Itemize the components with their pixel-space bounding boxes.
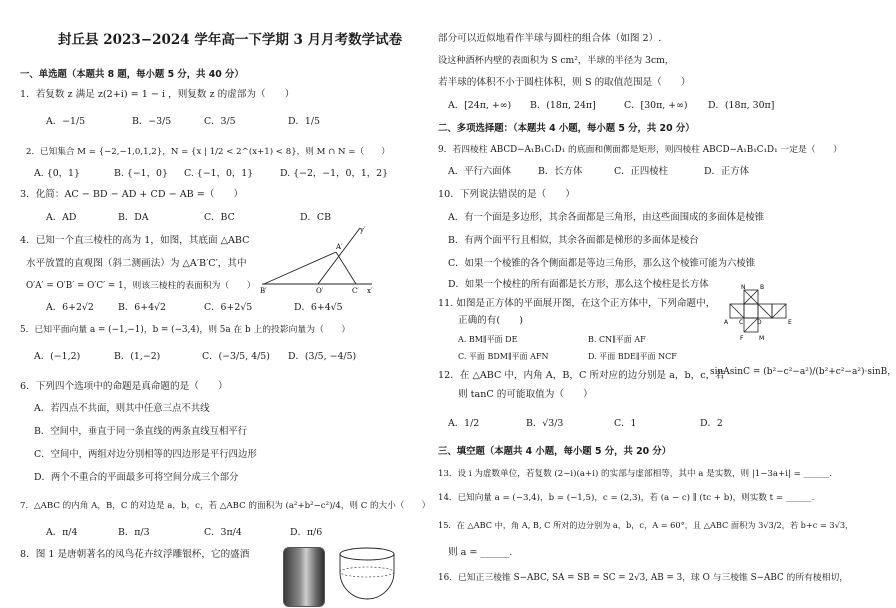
q9-option-a: A．平行六面体 xyxy=(448,166,512,177)
q9-option-b: B．长方体 xyxy=(538,166,583,177)
q11-option-d: D. 平面 BDE∥平面 NCF xyxy=(588,352,677,361)
question-11-line-1: 11. 如图是正方体的平面展开图，在这个正方体中，下列命题中， xyxy=(438,298,716,309)
label-b-prime: B′ xyxy=(260,287,267,295)
question-8: 8．图 1 是唐朝著名的凤鸟花卉纹浮雕银杯，它的盛酒 xyxy=(20,549,250,560)
question-13: 13．设 i 为虚数单位，若复数 (2−i)(a+i) 的实部与虚部相等，其中 a 是实数，则 |1−3a+i| = ______. xyxy=(438,469,833,479)
q12-option-b: B．√3/3 xyxy=(526,418,564,429)
q3-option-d: D．CB xyxy=(300,212,331,223)
question-16: 16．已知正三棱锥 S−ABC, SA = SB = SC = 2√3, AB = 3，球 O 与三棱锥 S−ABC 的所有棱相切， xyxy=(438,573,849,583)
q5-option-d: D．(3/5, −4/5) xyxy=(288,351,357,362)
q10-option-a: A．有一个面是多边形，其余各面都是三角形，由这些面围成的多面体是棱锥 xyxy=(448,212,765,223)
question-3: 3．化简：AC − BD − AD + CD − AB =（ ） xyxy=(20,189,244,200)
q10-option-d: D．如果一个棱柱的所有面都是长方形，那么这个棱柱是长方体 xyxy=(448,279,709,290)
q8-option-b: B．(18π, 24π] xyxy=(530,100,596,111)
label-c-prime: C′ xyxy=(352,287,359,295)
q7-option-d: D．π/6 xyxy=(290,527,323,538)
q7-option-c: C．3π/4 xyxy=(204,527,242,538)
q2-option-b: B. {−1，0} xyxy=(114,168,168,179)
question-7: 7．△ABC 的内角 A，B，C 的对边是 a，b，c，若 △ABC 的面积为 (a²+b²−c²)/4，则 C 的大小（ ） xyxy=(20,501,431,511)
label-y-prime: y′ xyxy=(360,226,366,234)
q4-oblique-figure xyxy=(256,222,376,298)
q5-option-c: C．(−3/5, 4/5) xyxy=(202,351,270,362)
question-8-cont-1: 部分可以近似地看作半球与圆柱的组合体（如图 2）. xyxy=(438,33,662,44)
label-a-prime: A′ xyxy=(336,243,343,251)
q12-option-d: D．2 xyxy=(700,418,723,429)
question-12-line-1: 12．在 △ABC 中，内角 A，B，C 所对应的边分别是 a，b，c，若 xyxy=(438,370,725,381)
q6-option-c: C．空间中，两组对边分别相等的四边形是平行四边形 xyxy=(34,449,257,460)
q12-option-a: A．1/2 xyxy=(448,418,480,429)
net-label-c: C xyxy=(739,319,744,326)
question-9: 9．若四棱柱 ABCD−A₁B₁C₁D₁ 的底面和侧面都是矩形，则四棱柱 ABCD−A₁B₁C₁D₁ 一定是（ ） xyxy=(438,145,842,155)
q2-option-d: D. {−2，−1，0，1，2} xyxy=(280,168,389,179)
q3-option-c: C．BC xyxy=(204,212,235,223)
question-5: 5．已知平面向量 a = (−1,−1)，b = (−3,4)，则 5a 在 b 上的投影向量为（ ） xyxy=(20,325,351,335)
net-label-m: M xyxy=(759,335,765,342)
q9-option-c: C．正四棱柱 xyxy=(614,166,669,177)
q4-option-c: C．6+2√5 xyxy=(204,302,253,313)
q11-option-b: B. CN∥平面 AF xyxy=(588,335,646,344)
net-label-e: E xyxy=(788,319,792,326)
q6-option-b: B．空间中，垂直于同一条直线的两条直线互相平行 xyxy=(34,426,248,437)
q1-option-c: C．3/5 xyxy=(204,116,236,127)
q3-option-a: A．AD xyxy=(46,212,77,223)
q5-option-b: B．(1,−2) xyxy=(114,351,161,362)
question-15-line-2: 则 a = ______. xyxy=(448,547,513,558)
section-multi-choice: 二、多项选择题：（本题共 4 小题，每小题 5 分，共 20 分） xyxy=(438,123,695,134)
section-single-choice: 一、单选题（本题共 8 题，每小题 5 分，共 40 分） xyxy=(20,69,244,80)
page-title: 封丘县 2023−2024 学年高一下学期 3 月月考数学试卷 xyxy=(58,32,403,48)
q4-option-d: D．6+4√5 xyxy=(294,302,343,313)
cup-diagram xyxy=(336,546,398,606)
q2-option-c: C. {−1，0，1} xyxy=(184,168,254,179)
label-o-prime: O′ xyxy=(316,287,324,295)
question-8-cont-3: 若半球的体积不小于圆柱体积，则 S 的取值范围是（ ） xyxy=(438,77,691,88)
q7-option-b: B．π/3 xyxy=(118,527,150,538)
q1-option-b: B．−3/5 xyxy=(132,116,172,127)
net-label-d: D xyxy=(757,319,762,326)
question-4-line-3: O′A′ = O′B′ = O′C′ = 1，则该三棱柱的表面积为（ ） xyxy=(26,281,256,291)
q11-option-a: A. BM∥平面 DE xyxy=(458,335,518,344)
question-2: 2．已知集合 M = {−2,−1,0,1,2}，N = {x | 1/2 < 2^(x+1) < 8}，则 M ∩ N =（ ） xyxy=(26,147,390,157)
q6-option-d: D．两个不重合的平面最多可将空间分成三个部分 xyxy=(34,472,239,483)
net-label-f: F xyxy=(740,335,744,342)
net-label-n: N xyxy=(741,284,746,291)
question-1: 1．若复数 z 满足 z(2+i) = 1 − i ，则复数 z 的虚部为（ ） xyxy=(20,89,295,100)
q4-option-b: B．6+4√2 xyxy=(118,302,166,313)
q4-option-a: A．6+2√2 xyxy=(46,302,94,313)
silver-cup-photo xyxy=(283,547,325,607)
question-4-line-2: 水平放置的直观图（斜二测画法）为 △A′B′C′，其中 xyxy=(26,258,247,269)
q3-option-b: B．DA xyxy=(118,212,149,223)
q2-option-a: A. {0，1} xyxy=(34,168,80,179)
question-4-line-1: 4．已知一个直三棱柱的高为 1，如图，其底面 △ABC xyxy=(20,235,250,246)
q8-option-c: C．[30π, +∞) xyxy=(624,100,688,111)
cube-net-figure xyxy=(722,284,796,348)
question-8-cont-2: 设这种酒杯内壁的表面积为 S cm²，半球的半径为 3cm， xyxy=(438,55,675,66)
q7-option-a: A．π/4 xyxy=(46,527,78,538)
question-12-line-2: 则 tanC 的可能取值为（ ） xyxy=(458,389,593,400)
q5-option-a: A．(−1,2) xyxy=(34,351,81,362)
net-label-a: A xyxy=(724,319,729,326)
q6-option-a: A．若四点不共面，则其中任意三点不共线 xyxy=(34,403,210,414)
question-12-formula: sinAsinC = (b²−c²−a²)/(b²+c²−a²)·sinB， xyxy=(710,367,896,377)
q10-option-b: B．有两个面平行且相似，其余各面都是梯形的多面体是棱台 xyxy=(448,235,699,246)
section-fill-blank: 三、填空题（本题共 4 小题，每小题 5 分，共 20 分） xyxy=(438,446,672,457)
q12-option-c: C．1 xyxy=(614,418,637,429)
q1-option-a: A．−1/5 xyxy=(46,116,86,127)
question-10: 10．下列说法错误的是（ ） xyxy=(438,189,575,200)
question-14: 14．已知向量 a = (−3,4)，b = (−1,5)，c = (2,3)，若 (a − c) ∥ (tc + b)，则实数 t = ______. xyxy=(438,493,815,503)
q10-option-c: C．如果一个棱锥的各个侧面都是等边三角形，那么这个棱锥可能为六棱锥 xyxy=(448,258,756,269)
question-15-line-1: 15．在 △ABC 中，角 A, B, C 所对的边分别为 a，b，c，A = 60°，且 △ABC 面积为 3√3/2，若 b+c = 3√3， xyxy=(438,520,854,530)
q1-option-d: D．1/5 xyxy=(288,116,320,127)
label-x-prime: x′ xyxy=(367,287,373,295)
q9-option-d: D．正方体 xyxy=(704,166,750,177)
q11-option-c: C. 平面 BDM∥平面 AFN xyxy=(458,352,549,361)
q8-option-a: A．[24π, +∞) xyxy=(448,100,512,111)
question-11-line-2: 正确的有( ) xyxy=(458,315,524,326)
net-label-b: B xyxy=(760,284,765,291)
q8-option-d: D．(18π, 30π] xyxy=(708,100,775,111)
question-6: 6．下列四个选项中的命题是真命题的是（ ） xyxy=(20,381,228,392)
